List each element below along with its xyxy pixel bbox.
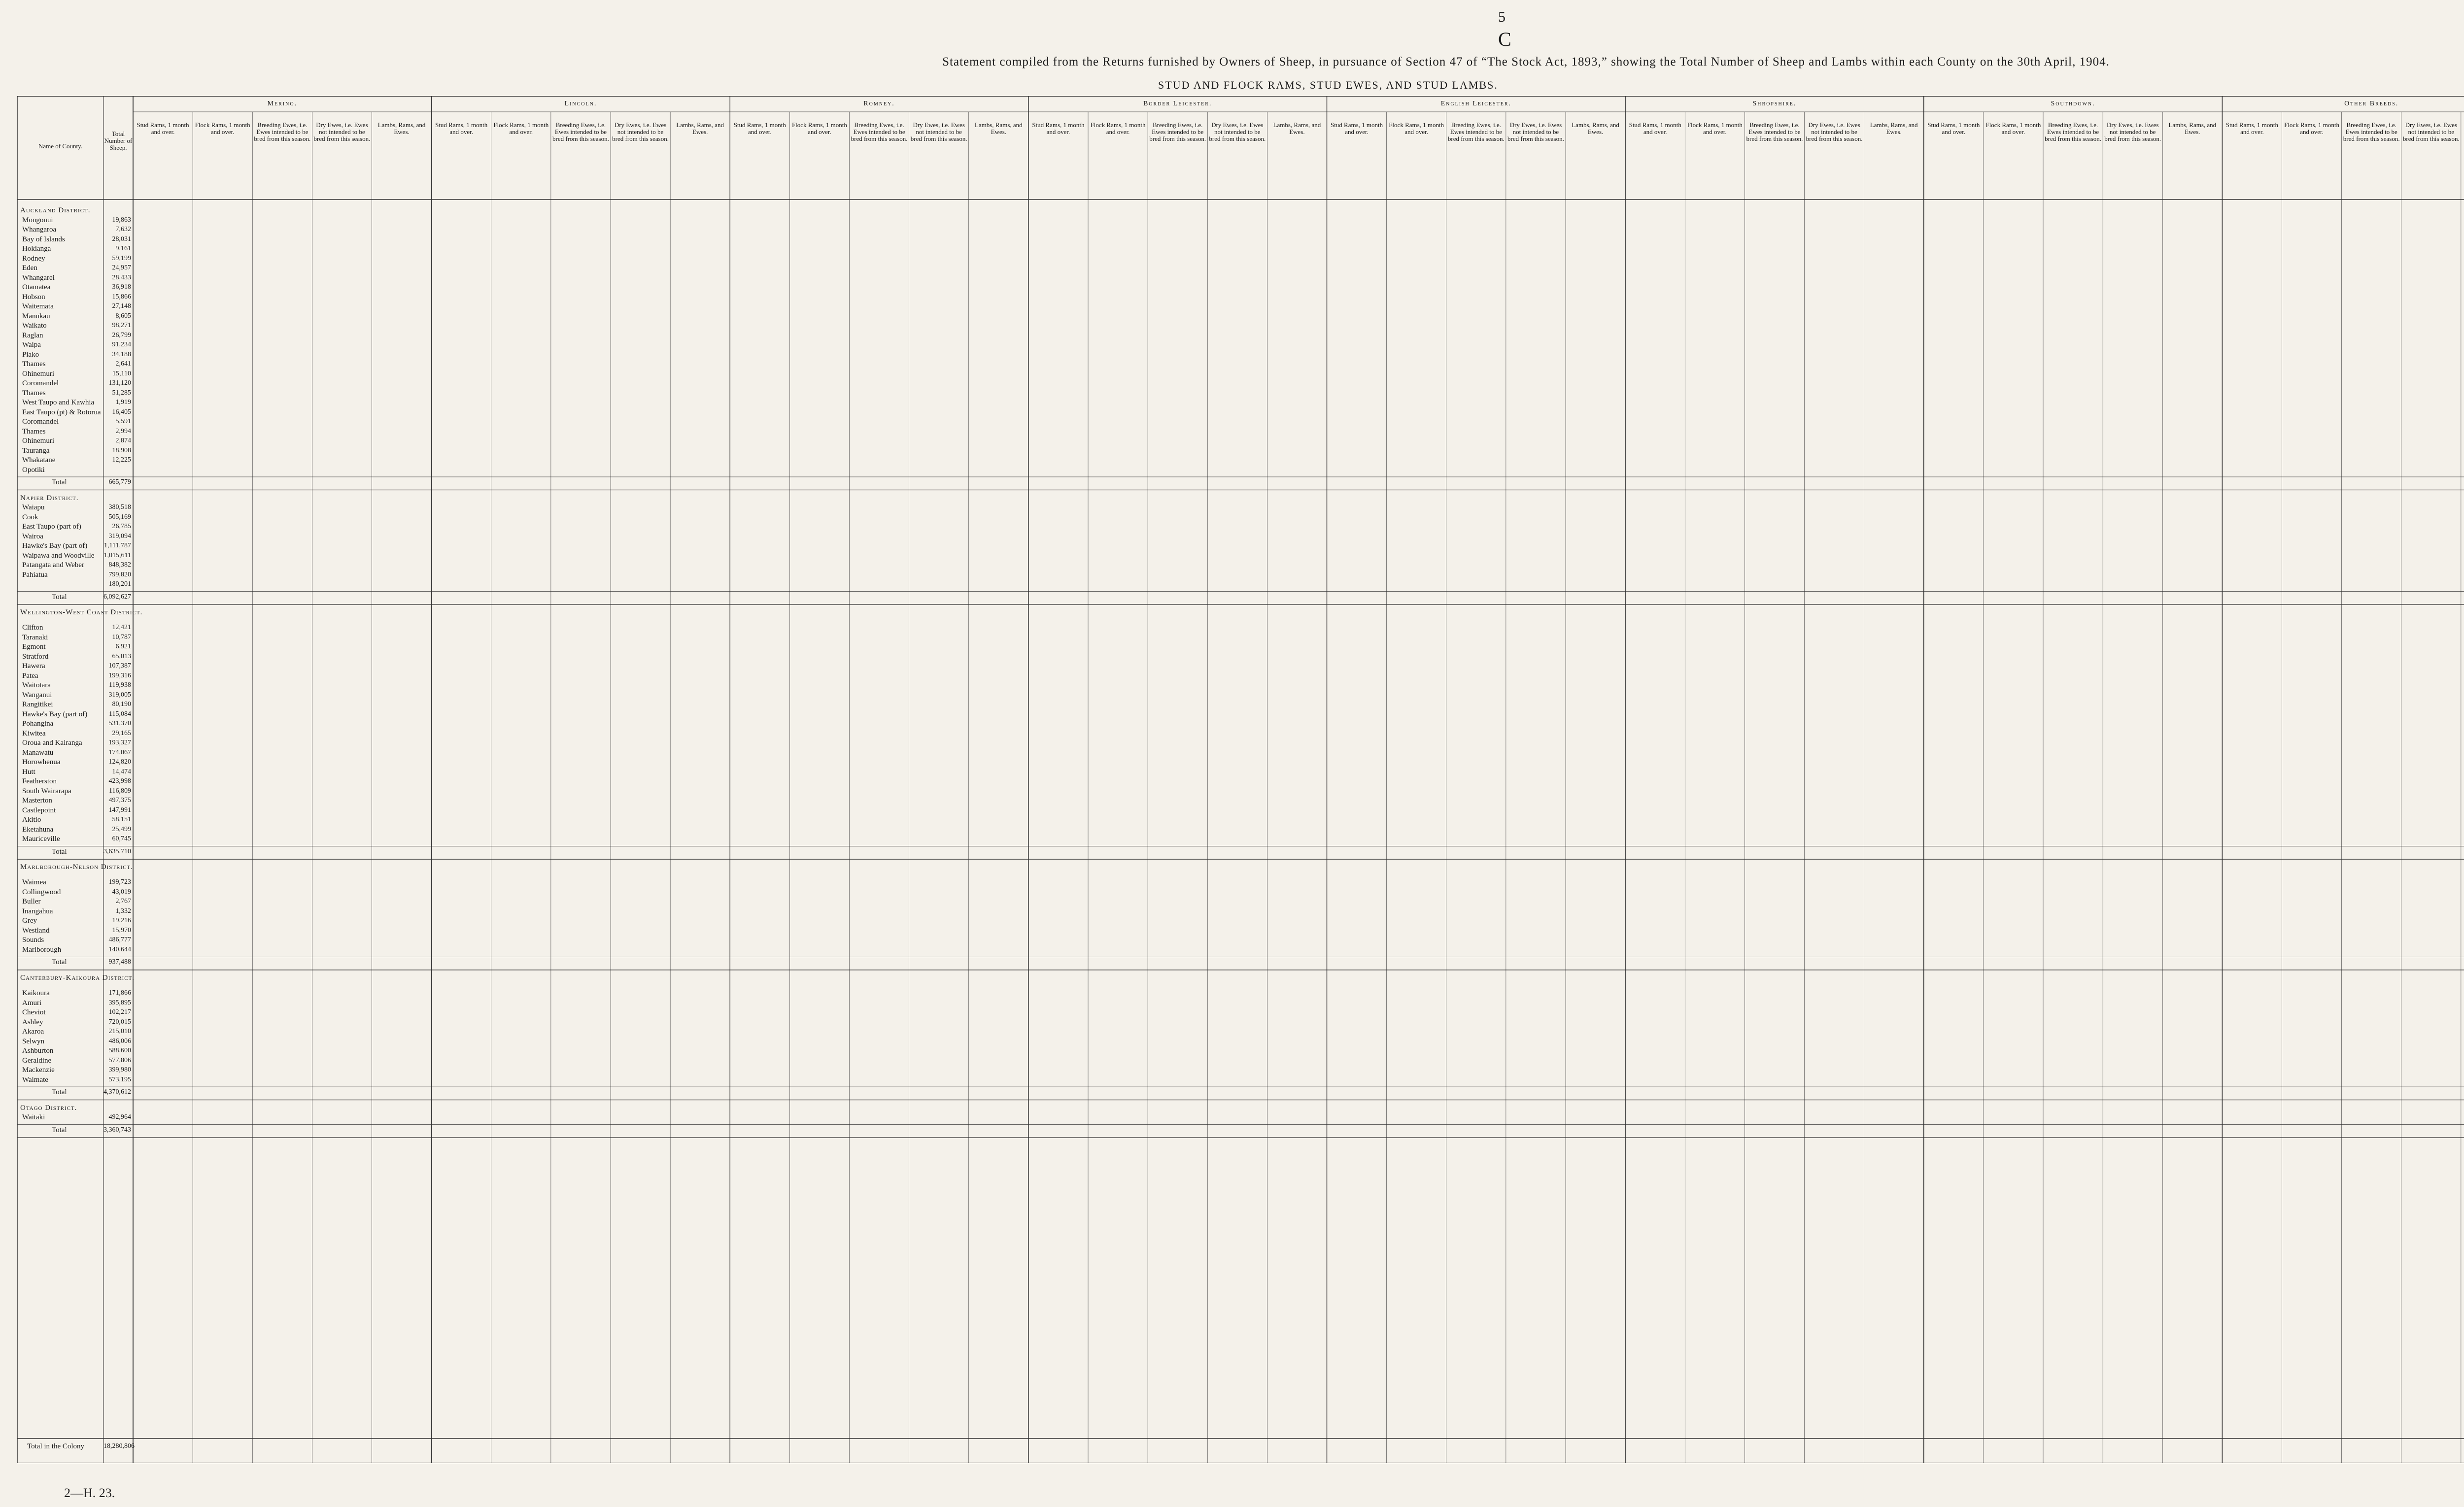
county-total-sheep: 319,005 [108,691,131,699]
county-total-sheep: 573,195 [108,1075,131,1083]
county-name: Whangaroa [22,226,57,234]
county-name: Cheviot [22,1008,46,1017]
county-name: Ohinemuri [22,437,54,445]
county-total-sheep: 14,474 [112,768,131,775]
breed-group-header: Shropshire. [1752,100,1797,107]
county-total-sheep: 58,151 [112,816,131,824]
county-total-sheep: 140,644 [108,945,131,953]
district-heading: Otago District. [20,1104,77,1112]
county-total-sheep: 486,006 [108,1037,131,1045]
county-name: Patea [22,671,38,680]
breed-column-header: Lambs, Rams, and Ewes. [1572,121,1619,135]
county-name: Opotiki [22,466,45,474]
breed-column-header: Lambs, Rams, and Ewes. [974,121,1023,135]
county-total-sheep: 15,110 [112,369,131,377]
breed-column-header: Breeding Ewes, i.e. Ewes intended to be bred from this season. [1149,121,1206,142]
county-total-sheep: 28,031 [112,235,131,243]
county-total-sheep: 799,820 [108,570,131,578]
grand-total-sheep: 18,280,806 [103,1442,135,1450]
county-name: Horowhenua [22,758,61,767]
breed-column-header [2462,122,2464,191]
county-total-sheep: 380,518 [108,503,131,511]
county-name: Waikato [22,322,47,330]
county-total-sheep: 51,285 [112,389,131,397]
stud-flock-subtitle: STUD AND FLOCK RAMS, STUD EWES, AND STUD LAMBS. [1158,79,1498,91]
section-total-label: Total [52,958,67,967]
district-heading: Napier District. [20,494,79,502]
county-total-sheep: 27,148 [112,302,131,310]
section-total-sheep: 3,360,743 [103,1126,131,1134]
breed-column-header: Breeding Ewes, i.e. Ewes intended to be bred from this season. [1447,121,1505,142]
county-total-sheep: 199,723 [108,878,131,886]
breed-column-header: Flock Rams, 1 month and over. [493,121,549,135]
county-total-sheep: 199,316 [108,671,131,679]
table-grid-lines [17,96,2464,1463]
county-total-sheep: 848,382 [108,561,131,569]
breed-column-header: Stud Rams, 1 month and over. [1032,121,1085,135]
county-name: Inangahua [22,907,53,915]
county-name: Geraldine [22,1056,52,1065]
breed-column-header: Flock Rams, 1 month and over. [1985,121,2041,135]
county-name: Rodney [22,254,45,263]
county-name: Kaikoura [22,989,50,998]
breed-column-header: Dry Ewes, i.e. Ewes not intended to be bred from this season. [612,121,669,142]
county-name: Pahiatua [22,570,48,579]
county-name: Masterton [22,797,52,805]
county-name: Waiapu [22,503,45,511]
breed-column-header: Flock Rams, 1 month and over. [195,121,250,135]
section-total-label: Total [52,1088,67,1097]
district-heading: Auckland District. [20,206,91,214]
county-total-sheep: 395,895 [108,999,131,1006]
county-name: Hutt [22,768,35,776]
county-total-sheep: 588,600 [108,1047,131,1055]
county-name: Wanganui [22,691,52,699]
county-name: East Taupo (part of) [22,523,81,531]
county-name: Ashley [22,1018,43,1026]
county-name: Mongonui [22,216,53,224]
county-name: Whangarei [22,273,55,282]
breed-column-header: Flock Rams, 1 month and over. [791,121,847,135]
county-total-sheep: 59,199 [112,254,131,262]
breed-column-header: Breeding Ewes, i.e. Ewes intended to be bred from this season. [2343,121,2400,142]
county-total-sheep: 497,375 [108,797,131,804]
sheep-statistics-table [17,96,2464,1463]
county-total-sheep: 5,591 [115,418,131,425]
breed-group-header: Lincoln. [564,100,597,107]
breed-group-header: English Leicester. [1440,100,1512,107]
breed-column-header: Stud Rams, 1 month and over. [2225,121,2279,135]
county-name: Stratford [22,652,49,661]
county-total-sheep: 15,970 [112,926,131,934]
page-number: 5 [1498,9,1506,25]
county-total-sheep: 15,866 [112,293,131,301]
county-total-sheep: 24,957 [112,264,131,271]
county-name: Waimate [22,1075,48,1084]
county-name: Amuri [22,999,42,1007]
county-total-sheep: 7,632 [115,226,131,233]
section-total-sheep: 937,488 [108,958,131,966]
breed-column-header: Flock Rams, 1 month and over. [1389,121,1444,135]
breed-column-header: Flock Rams, 1 month and over. [1687,121,1743,135]
county-name: East Taupo (pt) & Rotorua [22,408,101,416]
county-name: Hobson [22,293,45,301]
county-name: Waitemata [22,302,54,310]
section-total-label: Total [52,478,67,486]
county-total-sheep: 116,809 [109,787,131,795]
county-total-sheep: 29,165 [112,729,131,737]
county-total-sheep: 2,767 [115,898,131,905]
breed-column-header: Lambs, Rams, and Ewes. [377,121,426,135]
county-total-sheep: 399,980 [108,1066,131,1074]
county-total-sheep: 492,964 [108,1113,131,1121]
breed-column-header: Breeding Ewes, i.e. Ewes intended to be bred from this season. [254,121,311,142]
county-total-sheep: 131,120 [108,379,131,387]
county-name: Castlepoint [22,806,56,814]
county-name: Thames [22,427,46,435]
county-name: Thames [22,389,46,397]
county-name: Bay of Islands [22,235,65,243]
county-name: Pohangina [22,720,54,728]
county-name: Westland [22,926,50,935]
breed-column-header: Dry Ewes, i.e. Ewes not intended to be bred from this season. [2402,121,2460,142]
grand-total-label: Total in the Colony [27,1442,85,1450]
breed-column-header: Lambs, Rams, and Ewes. [2168,121,2217,135]
breed-column-header: Stud Rams, 1 month and over. [733,121,786,135]
county-name: Clifton [22,624,43,632]
county-total-sheep: 34,188 [112,350,131,358]
breed-group-header: Southdown. [2051,100,2095,107]
section-total-label: Total [52,1126,67,1134]
breed-column-header: Dry Ewes, i.e. Ewes not intended to be bred from this season. [2104,121,2161,142]
county-total-sheep: 2,641 [115,360,131,368]
county-total-sheep: 1,919 [115,399,131,406]
county-name: Coromandel [22,418,59,426]
breed-group-header: Border Leicester. [1143,100,1212,107]
county-total-sheep: 16,405 [112,408,131,416]
county-total-sheep: 115,084 [109,710,131,718]
breed-column-header: Dry Ewes, i.e. Ewes not intended to be bred from this season. [910,121,967,142]
county-total-sheep: 147,991 [108,806,131,814]
section-total-sheep: 665,779 [108,478,131,486]
breed-column-header: Dry Ewes, i.e. Ewes not intended to be bred from this season. [1507,121,1564,142]
breed-column-header: Breeding Ewes, i.e. Ewes intended to be bred from this season. [1746,121,1803,142]
county-total-sheep: 423,998 [108,777,131,785]
county-total-sheep: 9,161 [115,245,131,252]
county-total-sheep: 60,745 [112,835,131,843]
county-name: Waitotara [22,681,51,690]
county-name: Akitio [22,816,41,824]
county-total-sheep: 19,863 [112,216,131,224]
breed-column-header: Stud Rams, 1 month and over. [435,121,488,135]
breed-column-header: Lambs, Rams, and Ewes. [676,121,724,135]
district-heading: Marlborough-Nelson District. [20,863,133,871]
county-name: Collingwood [22,888,61,896]
county-name: Taranaki [22,633,48,641]
county-name: Hawke's Bay (part of) [22,710,88,718]
section-total-label: Total [52,593,67,601]
district-heading: Wellington-West Coast District. [20,608,143,616]
county-name: Eden [22,264,37,272]
county-total-sheep: 215,010 [108,1028,131,1036]
county-total-sheep: 12,225 [112,456,131,464]
breed-column-header: Flock Rams, 1 month and over. [1090,121,1146,135]
county-name: Eketahuna [22,825,54,834]
section-total-sheep: 4,370,612 [103,1088,131,1096]
breed-group-header: Other Breeds. [2344,100,2399,107]
breed-column-header: Dry Ewes, i.e. Ewes not intended to be bred from this season. [1806,121,1863,142]
county-name: Waipa [22,341,41,349]
county-name: Patangata and Weber [22,561,84,569]
county-total-sheep: 171,866 [108,989,131,997]
county-name: Cook [22,513,38,521]
county-name: Hokianga [22,245,51,253]
county-total-sheep: 102,217 [108,1008,131,1016]
section-total-sheep: 3,635,710 [103,847,131,855]
county-name: Waimea [22,878,46,887]
breed-column-header: Flock Rams, 1 month and over. [2284,121,2340,135]
county-total-sheep: 8,605 [115,312,131,320]
county-name: Oroua and Kairanga [22,739,82,747]
county-name: Hawke's Bay (part of) [22,542,88,550]
county-name: Selwyn [22,1037,44,1045]
breed-column-header: Stud Rams, 1 month and over. [1330,121,1383,135]
section-total-sheep: 6,092,627 [103,593,131,601]
breed-column-header: Breeding Ewes, i.e. Ewes intended to be bred from this season. [2045,121,2101,142]
county-total-sheep: 43,019 [112,888,131,896]
county-total-sheep: 6,921 [115,643,131,651]
county-total-sheep: 180,201 [108,580,131,588]
breed-column-header: Lambs, Rams, and Ewes. [1273,121,1321,135]
county-name: Tauranga [22,446,50,455]
county-total-sheep: 12,421 [112,624,131,632]
breed-column-header: Dry Ewes, i.e. Ewes not intended to be bred from this season. [313,121,371,142]
county-total-sheep: 505,169 [108,513,131,521]
breed-column-header: Stud Rams, 1 month and over. [1927,121,1980,135]
county-name: Egmont [22,643,46,651]
breed-column-header: Stud Rams, 1 month and over. [1629,121,1681,135]
statement-title: Statement compiled from the Returns furnished by Owners of Sheep, in pursuance of Section 47 of “The Stock Act, 1893,” showing the Total Number of Sheep and Lambs within each County on the 30th April, 1904. [942,55,2110,68]
county-name: West Taupo and Kawhia [22,399,95,406]
county-total-sheep: 10,787 [112,633,131,641]
county-name: Waitaki [22,1113,45,1122]
county-name: Waipawa and Woodville [22,551,95,560]
county-name: Mauriceville [22,835,60,843]
county-total-sheep: 26,799 [112,331,131,339]
county-name: Thames [22,360,46,368]
county-total-sheep: 1,015,611 [103,551,131,559]
county-name: Akaroa [22,1028,44,1036]
county-total-sheep: 124,820 [108,758,131,766]
county-total-sheep: 1,111,787 [104,542,131,549]
county-name: Hawera [22,662,45,670]
county-name: Marlborough [22,945,62,954]
county-name: Rangitikei [22,701,53,709]
county-total-sheep: 91,234 [112,341,131,348]
district-heading: Canterbury-Kaikoura District. [20,973,135,982]
county-total-sheep: 107,387 [108,662,131,670]
county-total-sheep: 36,918 [112,283,131,291]
county-name: Whakatane [22,456,56,464]
county-name: Piako [22,350,39,359]
county-total-sheep: 486,777 [108,936,131,944]
county-name: Wairoa [22,532,43,540]
county-name: Kiwitea [22,729,46,737]
county-total-sheep: 65,013 [112,652,131,660]
breed-column-header: Breeding Ewes, i.e. Ewes intended to be bred from this season. [552,121,609,142]
county-total-sheep: 1,332 [115,907,131,915]
county-total-sheep: 18,908 [112,446,131,454]
county-total-sheep: 26,785 [112,523,131,530]
breed-group-header: Merino. [267,100,298,107]
name-of-county-header: Name of County. [38,142,83,150]
county-name: Otamatea [22,283,51,291]
section-total-label: Total [52,847,67,856]
county-name: Raglan [22,331,43,339]
county-total-sheep: 119,938 [109,681,131,689]
county-total-sheep: 98,271 [112,322,131,329]
breed-column-header: Breeding Ewes, i.e. Ewes intended to be bred from this season. [851,121,908,142]
county-name: Manukau [22,312,50,320]
breed-column-header: Dry Ewes, i.e. Ewes not intended to be bred from this season. [1209,121,1266,142]
county-name: Sounds [22,936,44,944]
county-total-sheep: 720,015 [108,1018,131,1026]
county-name: Buller [22,898,41,906]
county-name: Coromandel [22,379,59,387]
county-total-sheep: 319,094 [108,532,131,540]
page-mark: C [1498,28,1511,50]
county-total-sheep: 25,499 [112,825,131,833]
county-name: Manawatu [22,748,54,757]
county-name: Ohinemuri [22,369,54,378]
county-name: Grey [22,917,37,925]
breed-column-header: Stud Rams, 1 month and over. [137,121,189,135]
county-total-sheep: 2,994 [115,427,131,435]
total-sheep-header: Total Number of Sheep. [104,130,133,151]
county-name: Featherston [22,777,57,786]
county-name: South Wairarapa [22,787,71,795]
county-total-sheep: 80,190 [112,701,131,708]
county-total-sheep: 577,806 [108,1056,131,1064]
county-total-sheep: 531,370 [108,720,131,728]
county-total-sheep: 19,216 [112,917,131,925]
county-name: Mackenzie [22,1066,55,1074]
county-total-sheep: 193,327 [108,739,131,747]
county-name: Ashburton [22,1047,54,1055]
county-total-sheep: 28,433 [112,273,131,281]
breed-group-header: Romney. [863,100,895,107]
breed-column-header: Lambs, Rams, and Ewes. [1870,121,1918,135]
county-total-sheep: 2,874 [115,437,131,444]
page-footer: 2—H. 23. [64,1486,115,1500]
county-total-sheep: 174,067 [108,748,131,756]
